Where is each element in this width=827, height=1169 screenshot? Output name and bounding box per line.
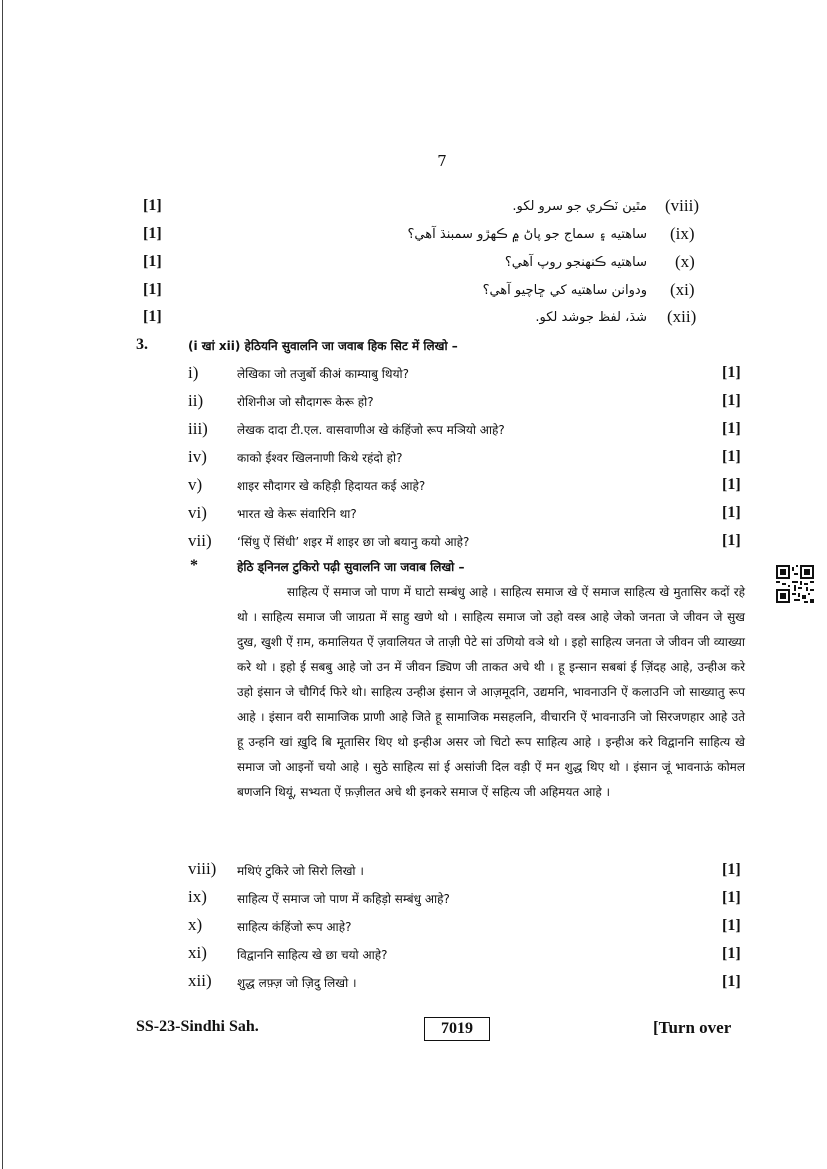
marks-label: [1] [722, 889, 741, 906]
sindhi-question-text: شڌ، لفظ جوشد لکو. [535, 310, 647, 325]
turn-over-label: [Turn over [653, 1018, 732, 1037]
section-number: 3. [136, 336, 148, 353]
marks-label: [1] [722, 504, 741, 521]
qr-code-icon [776, 565, 814, 603]
question-text: भारत खे केरू संवारिनि था? [237, 507, 357, 521]
question-number: vii) [188, 531, 212, 550]
marks-label: [1] [722, 973, 741, 990]
question-number: x) [188, 915, 203, 934]
question-number: (x) [675, 252, 695, 271]
marks-label: [1] [143, 225, 162, 242]
question-text: लेखक दादा टी.एल. वासवाणीअ खे कंहिंजो रूप मञियो आहे? [237, 423, 505, 437]
sindhi-question-text: ساهتيه ڪنهنجو روپ آهي؟ [504, 255, 647, 270]
question-text: रोशिनीअ जो सौदागरू केरू हो? [237, 395, 374, 409]
question-text: ‘सिंधु ऐं सिंधी’ शइर में शाइर छा जो बयानु कयो आहे? [237, 535, 470, 549]
question-text: शुद्ध लफ़्ज़ जो ज़िदु लिखो । [237, 976, 357, 990]
question-number: v) [188, 475, 203, 494]
left-margin-rule [2, 0, 3, 1169]
page-number: 7 [437, 152, 447, 170]
question-number: viii) [188, 859, 217, 878]
question-number: vi) [188, 503, 207, 522]
question-text: मथिएं टुकिरे जो सिरो लिखो । [237, 864, 364, 878]
question-number: iv) [188, 447, 207, 466]
question-text: साहित्य कंहिंजो रूप आहे? [237, 920, 352, 934]
marks-label: [1] [722, 532, 741, 549]
marks-label: [1] [722, 917, 741, 934]
question-number: ii) [188, 391, 204, 410]
marks-label: [1] [143, 308, 162, 325]
question-number: xi) [188, 943, 207, 962]
question-number: (ix) [670, 224, 695, 243]
sindhi-question-text: ودوانن ساهتيه کي ڇاچيو آهي؟ [482, 283, 647, 298]
marks-label: [1] [722, 364, 741, 381]
marks-label: [1] [722, 448, 741, 465]
question-number: iii) [188, 419, 208, 438]
question-text: साहित्य ऐं समाज जो पाण में कहिड़ो सम्बंधु आहे? [237, 892, 450, 906]
marks-label: [1] [722, 420, 741, 437]
marks-label: [1] [722, 476, 741, 493]
question-number: i) [188, 363, 199, 382]
marks-label: [1] [143, 197, 162, 214]
sindhi-question-text: ساهتيه ۽ سماج جو پاڻ ۾ ڪهڙو سمبنڌ آهي؟ [407, 227, 647, 242]
question-number: (xi) [670, 280, 695, 299]
paper-code: 7019 [424, 1017, 490, 1041]
subject-code: SS-23-Sindhi Sah. [136, 1018, 259, 1035]
question-number: xii) [188, 971, 212, 990]
passage-heading: हेठि ड्निनल टुकिरो पढ़ी सुवालनि जा जवाब लिखो – [237, 560, 465, 574]
reading-passage: साहित्य ऐं समाज जो पाण में घाटो सम्बंधु आहे । साहित्य समाज खे ऐं समाज साहित्य खे मुतासिर कदों रहे थो । साहित्य समाज जी जाग्रता में साहु खणे थो । साहित्य समाज जो उहो वस्त्र आहे जेको जनता जे जीवन जे सुख दुख, खुशी ऐं ग़म, कमालियत ऐं ज़वालियत जे ताज़ी पेटे सां उणियो वञे थो । इहो साहित्य जनता जे जीवन जी व्याख्या करे थो । इहो ई सबबु आहे जो उन में जीवन ड्यिण जी ताकत अचे थी । हू इन्सान सबबां ई ज़िंदह आहे, उन्हीअ करे उहो इंसान जे चौगिर्द फिरे थो। साहित्य उन्हीअ इंसान जे आज़मूदनि, उद्यमनि, भावनाउनि ऐं कलाउनि जो साख्यातु रूप आहे । इंसान वरी सामाजिक प्राणी आहे जिते हू सामाजिक मसहलनि, वीचारनि ऐं भावनाउनि जो सिरजणहार आहे उते हू उन्हनि खां ख़ुदि बि मूतासिर थिए थो इन्हीअ असर जो चिटो रूप साहित्य आहे । इन्हीअ करे विद्वाननि साहित्य खे समाज जो आइनों चयो आहे । सुठे साहित्य सां ई असांजी दिल वड़ी ऐं मन शुद्ध थिए थो । इंसान जूं भावनाऊं कोमल बणजनि थियूं, सभ्यता ऐं फ़ज़ीलत अचे थी इनकरे समाज ऐं सहित्य जी अहिमयत आहे । [237, 585, 745, 799]
question-number: ix) [188, 887, 207, 906]
question-number: (xii) [667, 307, 697, 326]
question-number: (viii) [665, 196, 699, 215]
question-text: काको ईश्वर खिलनाणी किथे रहंदो हो? [237, 451, 403, 465]
sindhi-question-text: مٿين ٽڪري جو سرو لکو. [512, 199, 647, 214]
section-heading: (i खां xii) हेठियनि सुवालनि जा जवाब हिक सिट में लिखो – [188, 339, 458, 353]
question-text: विद्वाननि साहित्य खे छा चयो आहे? [237, 948, 388, 962]
question-text: लेखिका जो तजुर्बो कीअं काम्याबु थियो? [237, 367, 410, 381]
marks-label: [1] [143, 253, 162, 270]
marks-label: [1] [722, 392, 741, 409]
question-text: शाइर सौदागर खे कहिड़ी हिदायत कई आहे? [237, 479, 426, 493]
marks-label: [1] [722, 861, 741, 878]
passage-star: * [190, 557, 198, 574]
marks-label: [1] [143, 281, 162, 298]
marks-label: [1] [722, 945, 741, 962]
